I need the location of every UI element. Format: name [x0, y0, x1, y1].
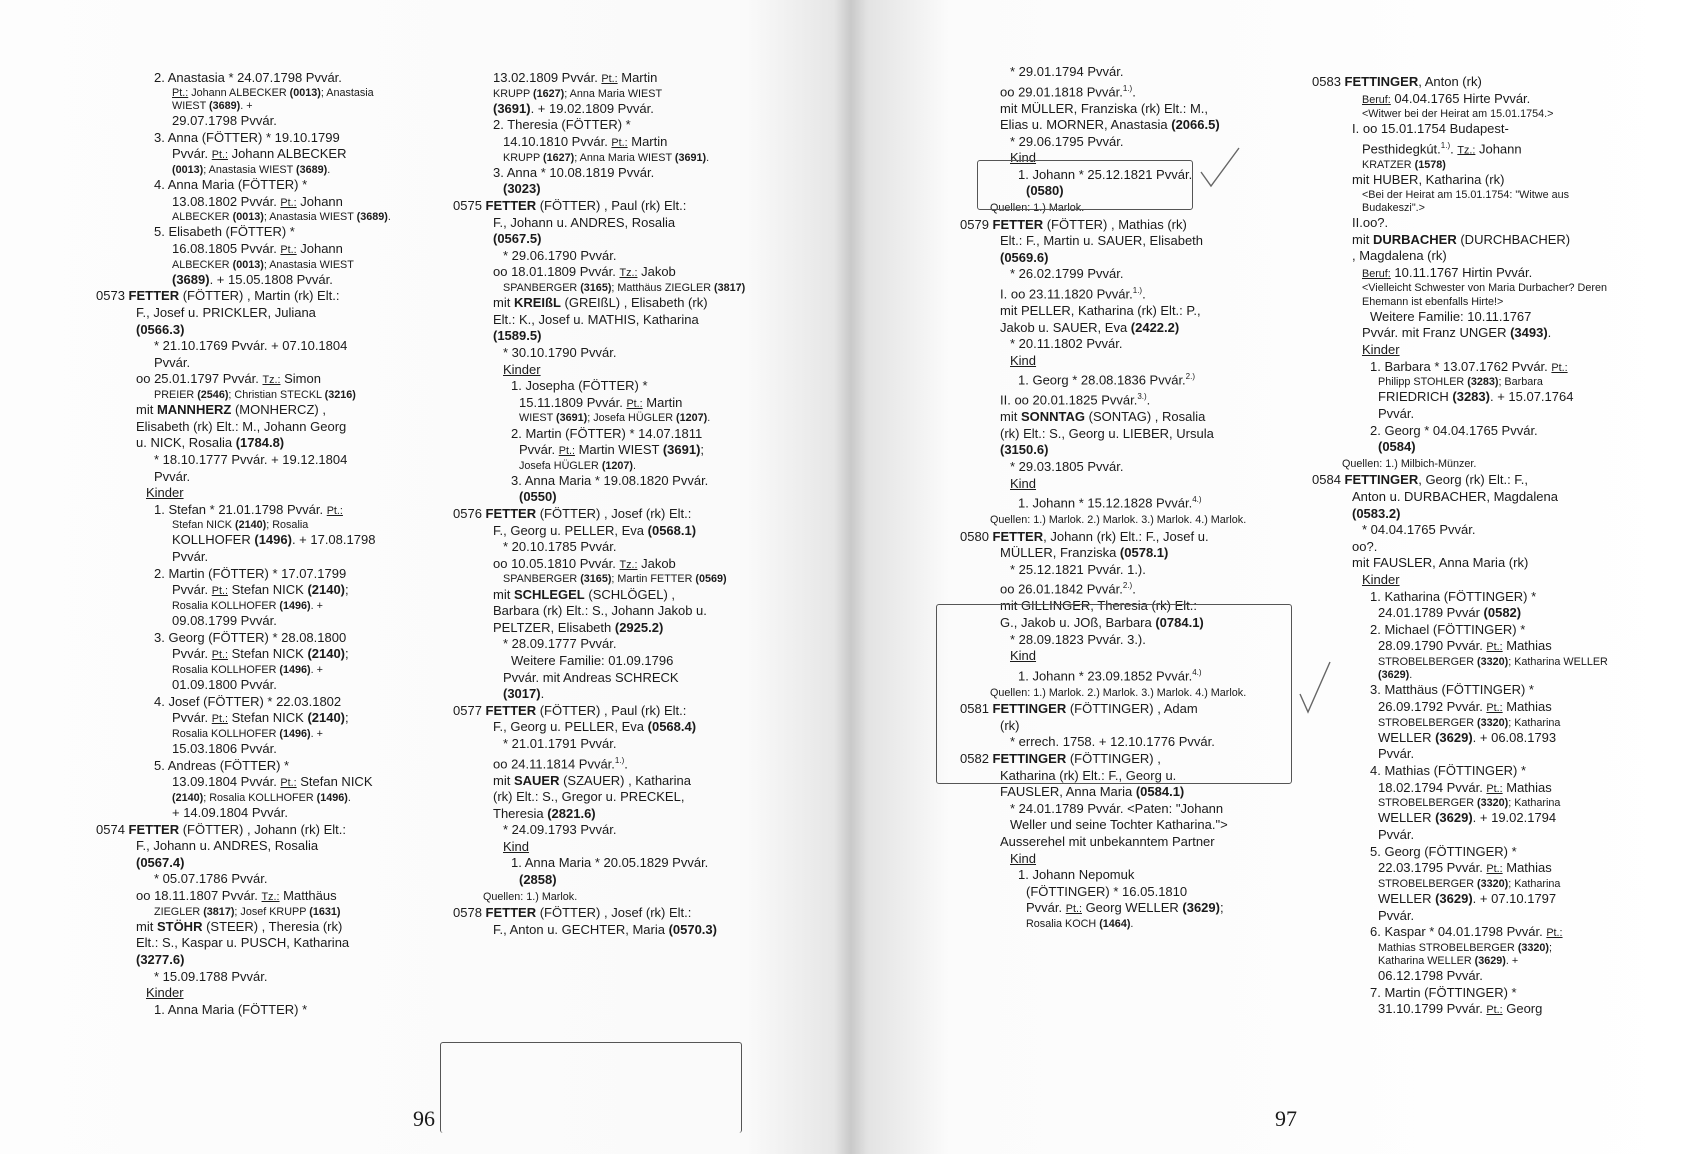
entry-line: 22.03.1795 Pvvár. Pt.: Mathias: [1378, 860, 1552, 876]
entry-line: F., Anton u. GECHTER, Maria (0570.3): [493, 921, 717, 937]
entry-line: (0580): [1026, 183, 1064, 199]
entry-heading: 0580 FETTER, Johann (rk) Elt.: F., Josef u.: [960, 528, 1209, 544]
entry-line: 15.03.1806 Pvvár.: [172, 741, 277, 757]
entry-heading: 0576 FETTER (FÖTTER) , Josef (rk) Elt.:: [453, 506, 692, 522]
entry-line: * 18.10.1777 Pvvár. + 19.12.1804: [154, 451, 348, 467]
right-page-column-2: [1312, 74, 1612, 1019]
entry-line: 3. Matthäus (FÖTTINGER) *: [1370, 682, 1534, 698]
entry-line: (1589.5): [493, 328, 542, 344]
entry-heading: 0575 FETTER (FÖTTER) , Paul (rk) Elt.:: [453, 197, 687, 213]
entry-line: Josefa HÜGLER (1207).: [519, 459, 637, 472]
entry-line: MÜLLER, Franziska (0578.1): [1000, 545, 1169, 561]
entry-line: mit GILLINGER, Theresia (rk) Elt.:: [1000, 598, 1197, 614]
entry-line: ALBECKER (0013); Anastasia WIEST (3689).: [172, 211, 391, 224]
entry-line: Pvvár.: [154, 354, 191, 370]
entry-line: ALBECKER (0013); Anastasia WIEST: [172, 258, 354, 271]
entry-line: WELLER (3629). + 19.02.1794: [1378, 810, 1557, 826]
entry-line: 1. Georg * 28.08.1836 Pvvár.$^{2.)}$: [1018, 372, 1196, 388]
entry-line: (FÖTTINGER) * 16.05.1810: [1026, 883, 1188, 899]
entry-line: KRUPP (1627); Anna Maria WIEST: [493, 87, 663, 100]
sources-line: Quellen: 1.) Milbich-Münzer.: [1342, 457, 1477, 470]
entry-line: 16.08.1805 Pvvár. Pt.: Johann: [172, 240, 343, 256]
entry-line: Philipp STOHLER (3283); Barbara: [1378, 376, 1543, 389]
entry-line: SPANBERGER (3165); Martin FETTER (0569): [503, 573, 727, 586]
entry-line: 1. Stefan * 21.01.1798 Pvvár. Pt.:: [154, 501, 343, 517]
entry-line: STROBELBERGER (3320); Katharina: [1378, 797, 1561, 810]
entry-line: Pvvár. mit Andreas SCHRECK: [503, 669, 679, 685]
children-heading: Kinder: [146, 485, 184, 501]
entry-line: * 05.07.1786 Pvvár.: [154, 871, 268, 887]
page-number-right: 97: [1275, 1106, 1297, 1131]
children-heading: Kinder: [1362, 342, 1400, 358]
entry-line: * 04.04.1765 Pvvár.: [1362, 522, 1476, 538]
entry-line: 24.01.1789 Pvvár (0582): [1378, 605, 1522, 621]
entry-line: 7. Martin (FÖTTINGER) *: [1370, 984, 1517, 1000]
page-number-left: 96: [413, 1106, 435, 1131]
entry-line: 5. Andreas (FÖTTER) *: [154, 757, 290, 773]
entry-line: II.oo?.: [1352, 215, 1389, 231]
entry-heading: 0579 FETTER (FÖTTER) , Mathias (rk): [960, 216, 1187, 232]
entry-line: FRIEDRICH (3283). + 15.07.1764: [1378, 389, 1574, 405]
entry-line: STROBELBERGER (3320); Katharina: [1378, 877, 1561, 890]
sources-line: Quellen: 1.) Marlok.: [990, 202, 1085, 215]
entry-line: 2. Georg * 04.04.1765 Pvvár.: [1370, 422, 1538, 438]
entry-line: (0569.6): [1000, 249, 1049, 265]
entry-line: * 25.12.1821 Pvvár. 1.).: [1010, 561, 1146, 577]
children-heading: Kinder: [146, 985, 184, 1001]
entry-line: * 29.06.1790 Pvvár.: [503, 247, 617, 263]
entry-heading: 0581 FETTINGER (FÖTTINGER) , Adam: [960, 701, 1198, 717]
entry-line: (3150.6): [1000, 442, 1049, 458]
entry-line: mit FAUSLER, Anna Maria (rk): [1352, 555, 1529, 571]
entry-line: Rosalia KOLLHOFER (1496). +: [172, 663, 323, 676]
entry-line: oo?.: [1352, 538, 1378, 554]
entry-line: (2140); Rosalia KOLLHOFER (1496).: [172, 791, 351, 804]
entry-line: 26.09.1792 Pvvár. Pt.: Mathias: [1378, 698, 1552, 714]
children-heading: Kind: [1010, 850, 1037, 866]
entry-line: * 21.10.1769 Pvvár. + 07.10.1804: [154, 338, 348, 354]
children-heading: Kinder: [503, 361, 541, 377]
entry-line: WELLER (3629). + 07.10.1797: [1378, 890, 1557, 906]
entry-line: F., Georg u. PELLER, Eva (0568.1): [493, 522, 697, 538]
entry-line: (0567.5): [493, 231, 542, 247]
entry-line: I. oo 15.01.1754 Budapest-: [1352, 121, 1509, 137]
entry-line: 2. Michael (FÖTTINGER) *: [1370, 621, 1526, 637]
entry-line: 4. Josef (FÖTTER) * 22.03.1802: [154, 693, 342, 709]
children-heading: Kinder: [1362, 572, 1400, 587]
entry-line: * 21.01.1791 Pvvár.: [503, 736, 617, 751]
entry-line: Pvvár.: [1378, 907, 1415, 923]
entry-line: Beruf: 04.04.1765 Hirte Pvvár.: [1362, 90, 1531, 106]
entry-line: 2. Martin (FÖTTER) * 17.07.1799: [154, 565, 347, 581]
entry-heading: 0578 FETTER (FÖTTER) , Josef (rk) Elt.:: [453, 905, 692, 921]
entry-line: Katharina WELLER (3629). +: [1378, 954, 1519, 967]
children-heading: Kind: [503, 838, 530, 854]
entry-line: 1. Barbara * 13.07.1762 Pvvár. Pt.:: [1370, 358, 1568, 374]
left-page-column-1: [96, 70, 396, 1018]
entry-line: * 24.01.1789 Pvvár. <Paten: "Johann Weller und seine Tochter Katharina.">: [1010, 800, 1228, 833]
entry-line: 1. Johann Nepomuk: [1018, 867, 1135, 883]
entry-line: 1. Johann * 23.09.1852 Pvvár.$^{4.)}$: [1018, 667, 1202, 684]
entry-line: * errech. 1758. + 12.10.1776 Pvvár.: [1010, 734, 1215, 750]
entry-line: Barbara (rk) Elt.: S., Johann Jakob u.: [493, 603, 707, 619]
entry-line: 1. Anna Maria * 20.05.1829 Pvvár.: [511, 855, 709, 871]
entry-line: 5. Georg (FÖTTINGER) *: [1370, 843, 1517, 859]
entry-line: Pesthidegkút.$^{1.)}$. Tz.: Johann: [1362, 140, 1522, 157]
entry-line: 09.08.1799 Pvvár.: [172, 613, 277, 629]
entry-line: mit MÜLLER, Franziska (rk) Elt.: M.,: [1000, 100, 1209, 116]
entry-line: * 24.09.1793 Pvvár.: [503, 822, 617, 838]
entry-line: Pvvár. Pt.: Stefan NICK (2140);: [172, 710, 349, 726]
entry-line: SPANBERGER (3165); Matthäus ZIEGLER (3817): [503, 281, 746, 294]
entry-line: * 26.02.1799 Pvvár.: [1010, 266, 1124, 282]
entry-line: Rosalia KOCH (1464).: [1026, 917, 1134, 930]
entry-line: 6. Kaspar * 04.01.1798 Pvvár. Pt.:: [1370, 924, 1563, 940]
entry-line: , Magdalena (rk): [1352, 248, 1447, 264]
entry-line: Pvvár.: [1378, 746, 1415, 762]
entry-line: F., Johann u. ANDRES, Rosalia: [493, 214, 676, 230]
children-heading: Kind: [1010, 648, 1037, 664]
entry-line: Elt.: S., Kaspar u. PUSCH, Katharina: [136, 935, 350, 951]
entry-line: Elisabeth (rk) Elt.: M., Johann Georg: [136, 418, 347, 434]
entry-line: STROBELBERGER (3320); Katharina: [1378, 716, 1561, 729]
entry-line: 1. Katharina (FÖTTINGER) *: [1370, 588, 1537, 604]
entry-line: FAUSLER, Anna Maria (0584.1): [1000, 784, 1185, 800]
entry-line: mit MANNHERZ (MONHERCZ) ,: [136, 402, 326, 418]
entry-line: (3689). + 15.05.1808 Pvvár.: [172, 271, 333, 287]
entry-line: 3. Anna * 10.08.1819 Pvvár.: [493, 164, 655, 180]
entry-line: * 28.09.1823 Pvvár. 3.).: [1010, 631, 1146, 647]
left-page-column-2: [453, 70, 753, 938]
entry-line: mit SAUER (SZAUER) , Katharina: [493, 772, 691, 788]
entry-line: Mathias STROBELBERGER (3320);: [1378, 941, 1553, 954]
entry-line: (rk) Elt.: S., Gregor u. PRECKEL,: [493, 789, 685, 805]
entry-line: oo 26.01.1842 Pvvár.$^{2.)}$.: [1000, 581, 1136, 597]
entry-line: Elt.: F., Martin u. SAUER, Elisabeth: [1000, 233, 1204, 249]
entry-line: 13.08.1802 Pvvár. Pt.: Johann: [172, 193, 343, 209]
entry-line: Pvvár.: [1378, 406, 1415, 422]
entry-line: (rk): [1000, 717, 1020, 733]
entry-line: oo 18.11.1807 Pvvár. Tz.: Matthäus: [136, 887, 337, 903]
entry-heading: 0573 FETTER (FÖTTER) , Martin (rk) Elt.:: [96, 288, 340, 304]
entry-line: KRATZER (1578): [1362, 158, 1446, 171]
entry-line: oo 29.01.1818 Pvvár.$^{1.)}$.: [1000, 83, 1136, 99]
entry-line: G., Jakob u. JOß, Barbara (0784.1): [1000, 614, 1204, 630]
children-heading: Kind: [1010, 475, 1037, 491]
entry-line: 31.10.1799 Pvvár. Pt.: Georg: [1378, 1001, 1543, 1017]
entry-line: 4. Mathias (FÖTTINGER) *: [1370, 762, 1527, 778]
entry-line: mit SONNTAG (SONTAG) , Rosalia: [1000, 409, 1206, 425]
entry-line: 5. Elisabeth (FÖTTER) *: [154, 224, 295, 240]
entry-line: Pvvár.: [154, 468, 191, 484]
entry-line: PREIER (2546); Christian STECKL (3216): [154, 388, 356, 401]
entry-line: Elias u. MORNER, Anastasia (2066.5): [1000, 117, 1220, 133]
children-heading: Kind: [1010, 352, 1037, 368]
entry-line: (3277.6): [136, 951, 185, 967]
entry-line: 3. Georg (FÖTTER) * 28.08.1800: [154, 629, 347, 645]
entry-line: Pvvár. mit Franz UNGER (3493).: [1362, 325, 1552, 341]
entry-line: oo 18.01.1809 Pvvár. Tz.: Jakob: [493, 264, 676, 280]
entry-line: Weitere Familie: 01.09.1796: [511, 653, 674, 669]
entry-line: <Vielleicht Schwester von Maria Durbacher? Deren Ehemann ist ebenfalls Hirte!>: [1362, 282, 1607, 308]
entry-line: Weitere Familie: 10.11.1767: [1370, 308, 1532, 324]
entry-line: mit KREIßL (GREIßL) , Elisabeth (rk): [493, 295, 708, 311]
entry-line: (0566.3): [136, 321, 185, 337]
entry-line: Stefan NICK (2140); Rosalia: [172, 519, 309, 532]
entry-line: (0583.2): [1352, 505, 1401, 521]
entry-line: <Witwer bei der Heirat am 15.01.1754.>: [1362, 108, 1554, 121]
entry-line: (3023): [503, 181, 541, 197]
entry-line: (3017).: [503, 686, 545, 702]
entry-line: Jakob u. SAUER, Eva (2422.2): [1000, 319, 1180, 335]
entry-line: F., Georg u. PELLER, Eva (0568.4): [493, 719, 697, 735]
entry-line: 1. Josepha (FÖTTER) *: [511, 378, 648, 394]
sources-line: Quellen: 1.) Marlok.: [483, 890, 578, 903]
entry-line: KRUPP (1627); Anna Maria WIEST (3691).: [503, 151, 710, 164]
entry-line: Theresia (2821.6): [493, 805, 596, 821]
entry-line: * 20.10.1785 Pvvár.: [503, 539, 617, 555]
entry-line: (2858): [519, 872, 557, 888]
entry-heading: 0574 FETTER (FÖTTER) , Johann (rk) Elt.:: [96, 821, 346, 837]
entry-line: WELLER (3629). + 06.08.1793: [1378, 729, 1557, 745]
entry-line: Rosalia KOLLHOFER (1496). +: [172, 727, 323, 740]
entry-line: mit PELLER, Katharina (rk) Elt.: P.,: [1000, 302, 1201, 318]
entry-heading: 0577 FETTER (FÖTTER) , Paul (rk) Elt.:: [453, 702, 687, 718]
entry-line: 3. Anna (FÖTTER) * 19.10.1799: [154, 129, 340, 145]
entry-line: 2. Anastasia * 24.07.1798 Pvvár.: [154, 70, 342, 85]
entry-line: Anton u. DURBACHER, Magdalena: [1352, 489, 1558, 505]
entry-line: 1. Anna Maria (FÖTTER) *: [154, 1001, 308, 1017]
entry-line: Pvvár. Pt.: Johann ALBECKER: [172, 146, 347, 162]
entry-line: 1. Johann * 25.12.1821 Pvvár.: [1018, 166, 1193, 182]
entry-line: ZIEGLER (3817); Josef KRUPP (1631): [154, 905, 341, 918]
entry-line: mit SCHLEGEL (SCHLÖGEL) ,: [493, 586, 676, 602]
entry-line: 14.10.1810 Pvvár. Pt.: Martin: [503, 133, 668, 149]
entry-line: 1. Johann * 15.12.1828 Pvvár.$^{4.)}$: [1018, 495, 1202, 511]
entry-line: Beruf: 10.11.1767 Hirtin Pvvár.: [1362, 264, 1533, 280]
entry-line: 15.11.1809 Pvvár. Pt.: Martin: [519, 394, 683, 410]
entry-line: (rk) Elt.: S., Georg u. LIEBER, Ursula: [1000, 425, 1214, 441]
entry-line: * 29.03.1805 Pvvár.: [1010, 458, 1124, 474]
entry-line: (0013); Anastasia WIEST (3689).: [172, 163, 331, 176]
entry-line: (0584): [1378, 439, 1416, 455]
entry-line: (0567.4): [136, 854, 185, 870]
entry-line: Pvvár. Pt.: Martin WIEST (3691);: [519, 442, 705, 458]
sources-line: Quellen: 1.) Marlok. 2.) Marlok. 3.) Marlok. 4.) Marlok.: [990, 514, 1247, 527]
entry-line: (3691). + 19.02.1809 Pvvár.: [493, 100, 654, 116]
entry-heading: 0584 FETTINGER, Georg (rk) Elt.: F.,: [1312, 472, 1529, 488]
entry-line: PELTZER, Elisabeth (2925.2): [493, 619, 664, 635]
entry-line: u. NICK, Rosalia (1784.8): [136, 435, 285, 451]
entry-line: 13.09.1804 Pvvár. Pt.: Stefan NICK: [172, 774, 373, 790]
entry-line: 2. Martin (FÖTTER) * 14.07.1811: [511, 425, 703, 441]
entry-line: * 15.09.1788 Pvvár.: [154, 968, 268, 984]
entry-line: + 14.09.1804 Pvvár.: [172, 805, 289, 821]
entry-line: Pvvár. Pt.: Stefan NICK (2140);: [172, 582, 349, 598]
entry-line: * 28.09.1777 Pvvár.: [503, 636, 617, 652]
right-page-column-1: [960, 64, 1260, 931]
entry-line: 18.02.1794 Pvvár. Pt.: Mathias: [1378, 779, 1552, 795]
entry-line: 3. Anna Maria * 19.08.1820 Pvvár.: [511, 472, 709, 488]
entry-heading: 0583 FETTINGER, Anton (rk): [1312, 74, 1482, 89]
entry-heading: 0582 FETTINGER (FÖTTINGER) ,: [960, 751, 1161, 767]
entry-line: 13.02.1809 Pvvár. Pt.: Martin: [493, 70, 658, 85]
entry-line: 2. Theresia (FÖTTER) *: [493, 117, 631, 133]
entry-line: STROBELBERGER (3320); Katharina WELLER (3629).: [1378, 655, 1608, 682]
entry-line: * 20.11.1802 Pvvár.: [1010, 336, 1123, 352]
entry-line: Katharina (rk) Elt.: F., Georg u.: [1000, 767, 1177, 783]
entry-line: oo 25.01.1797 Pvvár. Tz.: Simon: [136, 371, 321, 387]
entry-line: II. oo 20.01.1825 Pvvár.$^{3.)}$.: [1000, 392, 1151, 408]
entry-line: Ausserehel mit unbekanntem Partner: [1000, 834, 1215, 850]
entry-line: mit HUBER, Katharina (rk): [1352, 172, 1505, 188]
entry-line: oo 24.11.1814 Pvvár.$^{1.)}$.: [493, 755, 628, 771]
entry-line: F., Johann u. ANDRES, Rosalia: [136, 838, 319, 854]
entry-line: * 29.06.1795 Pvvár.: [1010, 133, 1124, 149]
entry-line: (0550): [519, 489, 557, 505]
entry-line: Pvvár. Pt.: Stefan NICK (2140);: [172, 646, 349, 662]
hand-drawn-box-0578: [440, 1042, 742, 1133]
entry-line: * 29.01.1794 Pvvár.: [1010, 64, 1124, 79]
entry-line: <Bei der Heirat am 15.01.1754: "Witwe aus Budakeszi".>: [1362, 188, 1569, 214]
entry-line: 29.07.1798 Pvvár.: [172, 113, 277, 128]
entry-line: Pvvár. Pt.: Georg WELLER (3629);: [1026, 900, 1224, 916]
sources-line: Quellen: 1.) Marlok. 2.) Marlok. 3.) Marlok. 4.) Marlok.: [990, 686, 1247, 699]
entry-line: F., Josef u. PRICKLER, Juliana: [136, 304, 316, 320]
entry-line: 01.09.1800 Pvvár.: [172, 677, 277, 693]
entry-line: mit DURBACHER (DURCHBACHER): [1352, 231, 1571, 247]
entry-line: oo 10.05.1810 Pvvár. Tz.: Jakob: [493, 555, 676, 571]
entry-line: 06.12.1798 Pvvár.: [1378, 968, 1483, 984]
entry-line: Elt.: K., Josef u. MATHIS, Katharina: [493, 311, 699, 327]
entry-line: * 30.10.1790 Pvvár.: [503, 344, 617, 360]
entry-line: Pvvár.: [1378, 826, 1415, 842]
entry-line: 28.09.1790 Pvvár. Pt.: Mathias: [1378, 638, 1552, 654]
entry-line: KOLLHOFER (1496). + 17.08.1798: [172, 532, 376, 548]
entry-line: Rosalia KOLLHOFER (1496). +: [172, 599, 323, 612]
entry-line: Pt.: Johann ALBECKER (0013); Anastasia WIEST (3689). +: [172, 86, 374, 112]
entry-line: I. oo 23.11.1820 Pvvár.$^{1.)}$.: [1000, 286, 1146, 302]
children-heading: Kind: [1010, 150, 1037, 166]
entry-line: mit STÖHR (STEER) , Theresia (rk): [136, 918, 343, 934]
entry-line: Pvvár.: [172, 549, 209, 565]
entry-line: 4. Anna Maria (FÖTTER) *: [154, 176, 308, 192]
entry-line: WIEST (3691); Josefa HÜGLER (1207).: [519, 412, 711, 425]
